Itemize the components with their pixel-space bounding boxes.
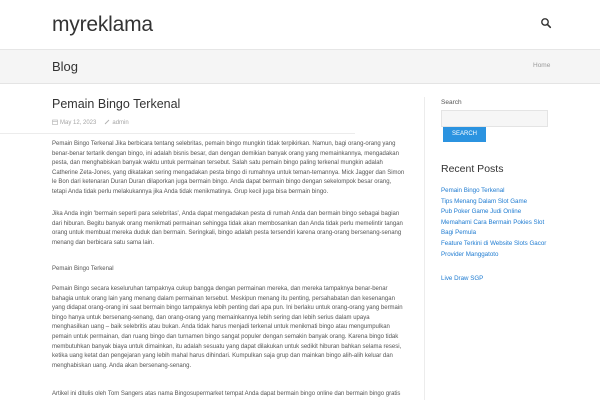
pencil-icon	[104, 119, 110, 125]
breadcrumb-home[interactable]: Home	[533, 62, 551, 69]
page-title: Blog	[52, 59, 79, 74]
content-divider	[0, 133, 355, 134]
post-subheading	[52, 265, 405, 275]
paragraph-text: Pemain Bingo Terkenal Jika berbicara tentang selebritas, pemain bingo mungkin tidak terpikirkan. Namun, bagi orang-orang yang benar-benar tertarik dengan bingo, ini adalah bisnis besar, dan dengan demikian banyak orang yang memainkannya, mengadakan pesta, dan menghabiskan banyak waktu untuk permainan tersebut. Salah satu pemain bingo paling terkenal mungkin adalah Catherine Zeta-Jones, yang dikatakan sering mengadakan pesta bingo di rumahnya untuk teman-temannya. Mick Jagger dan Simon le Bon dari ketenaran Duran Duran dilaporkan juga bermain bingo. Anda dapat bermain bingo dengan sekelompok besar orang, tetapi Anda tidak perlu melakukannya jika Anda tidak menikmatinya. Grup kecil juga bisa bermain bingo.	[52, 141, 405, 195]
post-paragraph-1	[52, 140, 405, 198]
search-icon[interactable]	[540, 17, 552, 29]
site-title[interactable]: myreklama	[52, 13, 153, 36]
post-title[interactable]: Pemain Bingo Terkenal	[52, 97, 181, 111]
recent-post-link[interactable]: Pub Poker Game Judi Online	[441, 208, 522, 216]
recent-post-link[interactable]: Tips Menang Dalam Slot Game	[441, 197, 528, 205]
calendar-icon	[52, 119, 58, 125]
post-meta	[52, 119, 129, 126]
post-paragraph-3	[52, 285, 405, 371]
recent-posts-title: Recent Posts	[441, 163, 504, 175]
live-draw-link[interactable]: Live Draw SGP	[441, 275, 484, 282]
recent-post-link[interactable]: Memahami Cara Bermain Pokies Slot	[441, 218, 545, 226]
post-date[interactable]: May 12, 2023	[60, 120, 97, 126]
paragraph-text: Jika Anda ingin 'bermain seperti para selebritas', Anda dapat mengadakan pesta di rumah Anda dan bermain bingo sebagai bagian dari hiburan. Begitu banyak orang menikmati permainan sehingga tidak akan membosankan dan Anda tidak perlu memelintir tangan orang untuk membuat mereka duduk dan bermain. Seringkali, bingo adalah pesta tersendiri karena orang-orang bersenang-senang menang dan berbicara satu sama lain.	[52, 211, 403, 246]
search-label: Search	[441, 99, 462, 106]
recent-post-link[interactable]: Pemain Bingo Terkenal	[441, 187, 505, 194]
recent-post-link[interactable]: Feature Terkini di Website Slots Gacor	[441, 239, 547, 247]
post-header	[52, 97, 407, 126]
post-paragraph-4	[52, 390, 405, 400]
paragraph-text: Pemain Bingo secara keseluruhan tampaknya cukup bangga dengan permainan mereka, dan mereka tampaknya benar-benar bahagia untuk orang lain yang menang dalam permainan tersebut. Meskipun menang itu penting, persahabatan dan kesenangan yang didapat orang-orang ini saat bermain bingo tampaknya lebih penting dari apa pun. Ini berlaku untuk orang-orang yang bermain bingo hanya untuk bersenang-senang, dan orang-orang yang memainkannya lebih sering dan lebih serius dalam upaya menghasilkan uang – baik selebritis atau bukan. Anda tidak harus menjadi terkenal untuk menikmati bingo atau mengumpulkan pemain untuk permainan, dan ruang bingo dan turnamen bingo sangat populer dengan semakin banyak orang. Karena bingo tidak membutuhkan banyak biaya untuk dimainkan, itu adalah sesuatu yang dapat dilakukan untuk sedikit hiburan bahkan selama resesi, ketika uang ketat dan pengejaran yang lebih mahal harus dihindari. Kumpulkan saja grup dan mainkan bingo alih-alih keluar dan menghabiskan uang. Anda akan bersenang-senang.	[52, 286, 403, 369]
site-header	[0, 0, 600, 50]
recent-post-link[interactable]: Bagi Pemula	[441, 229, 477, 237]
page-banner	[0, 50, 600, 84]
recent-post-link[interactable]: Provider Manggatoto	[441, 250, 499, 258]
post-paragraph-2	[52, 210, 405, 248]
sidebar-divider	[424, 97, 425, 400]
post-author[interactable]: admin	[112, 120, 129, 126]
search-input[interactable]	[441, 110, 548, 127]
paragraph-text: Artikel ini ditulis oleh Tom Sangers atas nama Bingosupermarket tempat Anda dapat bermain bingo online dan bermain bingo gratis	[52, 391, 401, 397]
search-button[interactable]: SEARCH	[443, 127, 486, 142]
paragraph-text: Pemain Bingo Terkenal	[52, 266, 114, 272]
recent-posts-list	[441, 186, 546, 260]
